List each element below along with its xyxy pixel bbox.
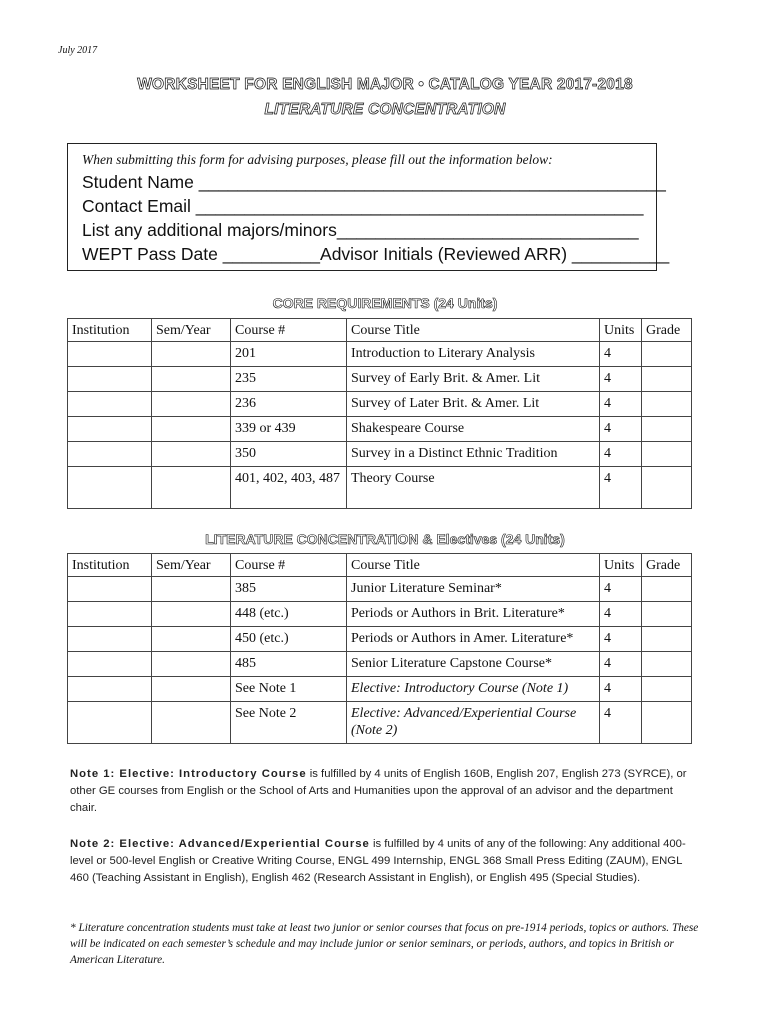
course-title-cell: Periods or Authors in Brit. Literature*	[347, 602, 600, 627]
institution-cell[interactable]	[68, 342, 152, 367]
info-box-instructions: When submitting this form for advising purposes, please fill out the information below:	[82, 152, 553, 167]
wept-advisor-field[interactable]: WEPT Pass Date __________Advisor Initials (Reviewed ARR) __________	[82, 244, 670, 264]
units-cell: 4	[600, 677, 642, 702]
header-course-number: Course #	[231, 319, 347, 342]
institution-cell[interactable]	[68, 442, 152, 467]
table-row	[68, 342, 692, 367]
institution-cell[interactable]	[68, 392, 152, 417]
units-cell: 4	[600, 627, 642, 652]
contact-email-field[interactable]: Contact Email ______________________________________________	[82, 196, 644, 216]
table-header-row	[68, 554, 692, 577]
header-units: Units	[600, 554, 642, 577]
grade-cell[interactable]	[642, 652, 692, 677]
institution-cell[interactable]	[68, 467, 152, 509]
header-grade: Grade	[642, 319, 692, 342]
note-1-label: Note 1: Elective: Introductory Course	[70, 768, 307, 780]
course-title-cell: Senior Literature Capstone Course*	[347, 652, 600, 677]
course-title-cell: Survey of Early Brit. & Amer. Lit	[347, 367, 600, 392]
table-row	[68, 627, 692, 652]
course-number-cell: 450 (etc.)	[231, 627, 347, 652]
note-2	[70, 836, 696, 887]
units-cell: 4	[600, 702, 642, 744]
institution-cell[interactable]	[68, 602, 152, 627]
institution-cell[interactable]	[68, 702, 152, 744]
course-number-cell: 401, 402, 403, 487	[231, 467, 347, 509]
institution-cell[interactable]	[68, 627, 152, 652]
course-number-cell: 235	[231, 367, 347, 392]
sem-year-cell[interactable]	[152, 627, 231, 652]
page-subtitle: LITERATURE CONCENTRATION	[264, 101, 506, 118]
sem-year-cell[interactable]	[152, 677, 231, 702]
table-row	[68, 417, 692, 442]
core-requirements-table	[67, 318, 692, 509]
course-title-cell: Survey in a Distinct Ethnic Tradition	[347, 442, 600, 467]
course-title-cell: Shakespeare Course	[347, 417, 600, 442]
table-row	[68, 442, 692, 467]
core-requirements-heading: CORE REQUIREMENTS (24 Units)	[272, 295, 498, 311]
course-title-cell: Survey of Later Brit. & Amer. Lit	[347, 392, 600, 417]
course-number-cell: 385	[231, 577, 347, 602]
grade-cell[interactable]	[642, 367, 692, 392]
sem-year-cell[interactable]	[152, 702, 231, 744]
course-title-cell: Junior Literature Seminar*	[347, 577, 600, 602]
table-header-row	[68, 319, 692, 342]
header-grade: Grade	[642, 554, 692, 577]
course-number-cell: 485	[231, 652, 347, 677]
course-number-cell: See Note 1	[231, 677, 347, 702]
table-row	[68, 702, 692, 744]
grade-cell[interactable]	[642, 677, 692, 702]
note-1-text: is fulfilled by 4 units of English 160B, English 207, English 273 (SYRCE), or other GE courses from English or the School of Arts and Humanities upon the approval of an advisor and the department chair.	[70, 768, 687, 814]
header-institution: Institution	[68, 319, 152, 342]
grade-cell[interactable]	[642, 467, 692, 509]
course-number-cell: See Note 2	[231, 702, 347, 744]
sem-year-cell[interactable]	[152, 342, 231, 367]
note-2-text: is fulfilled by 4 units of any of the following: Any additional 400-level or 500-level English or Creative Writing Course, ENGL 499 Internship, ENGL 368 Small Press Editing (ZAUM), ENGL 460 (Teaching Assistant in English), English 462 (Research Assistant in English), or English 495 (Special Studies).	[70, 838, 686, 884]
course-number-cell: 448 (etc.)	[231, 602, 347, 627]
header-institution: Institution	[68, 554, 152, 577]
sem-year-cell[interactable]	[152, 652, 231, 677]
units-cell: 4	[600, 577, 642, 602]
grade-cell[interactable]	[642, 627, 692, 652]
units-cell: 4	[600, 342, 642, 367]
course-title-cell: Elective: Introductory Course (Note 1)	[347, 677, 600, 702]
institution-cell[interactable]	[68, 367, 152, 392]
institution-cell[interactable]	[68, 677, 152, 702]
header-course-number: Course #	[231, 554, 347, 577]
grade-cell[interactable]	[642, 417, 692, 442]
table-row	[68, 577, 692, 602]
literature-concentration-heading: LITERATURE CONCENTRATION & Electives (24 Units)	[205, 531, 565, 547]
table-row	[68, 367, 692, 392]
institution-cell[interactable]	[68, 652, 152, 677]
page-title: WORKSHEET FOR ENGLISH MAJOR • CATALOG YEAR 2017-2018	[137, 76, 633, 93]
student-name-field[interactable]: Student Name ________________________________________________	[82, 172, 666, 192]
footnote: * Literature concentration students must take at least two junior or senior courses that focus on pre-1914 periods, topics or authors. These will be indicated on each semester’s schedule and may include junior or senior seminars, or periods, authors, and topics in British or American Literature.	[70, 922, 699, 966]
course-title-cell: Introduction to Literary Analysis	[347, 342, 600, 367]
units-cell: 4	[600, 442, 642, 467]
sem-year-cell[interactable]	[152, 467, 231, 509]
header-sem-year: Sem/Year	[152, 554, 231, 577]
table-row	[68, 677, 692, 702]
additional-majors-minors-field[interactable]: List any additional majors/minors_______________________________	[82, 220, 639, 240]
course-number-cell: 339 or 439	[231, 417, 347, 442]
note-2-label: Note 2: Elective: Advanced/Experiential Course	[70, 838, 370, 850]
student-info-box	[67, 143, 670, 271]
table-row	[68, 652, 692, 677]
units-cell: 4	[600, 652, 642, 677]
course-number-cell: 236	[231, 392, 347, 417]
header-course-title: Course Title	[347, 319, 600, 342]
institution-cell[interactable]	[68, 577, 152, 602]
sem-year-cell[interactable]	[152, 577, 231, 602]
sem-year-cell[interactable]	[152, 367, 231, 392]
units-cell: 4	[600, 367, 642, 392]
literature-concentration-table	[67, 553, 692, 744]
units-cell: 4	[600, 467, 642, 509]
table-row	[68, 392, 692, 417]
table-row	[68, 467, 692, 509]
course-title-cell: Elective: Advanced/Experiential Course (Note 2)	[347, 702, 600, 744]
header-units: Units	[600, 319, 642, 342]
sem-year-cell[interactable]	[152, 417, 231, 442]
header-sem-year: Sem/Year	[152, 319, 231, 342]
course-title-cell: Periods or Authors in Amer. Literature*	[347, 627, 600, 652]
grade-cell[interactable]	[642, 342, 692, 367]
note-1	[70, 766, 696, 817]
grade-cell[interactable]	[642, 392, 692, 417]
units-cell: 4	[600, 602, 642, 627]
units-cell: 4	[600, 392, 642, 417]
course-number-cell: 350	[231, 442, 347, 467]
sem-year-cell[interactable]	[152, 392, 231, 417]
header-course-title: Course Title	[347, 554, 600, 577]
grade-cell[interactable]	[642, 602, 692, 627]
grade-cell[interactable]	[642, 577, 692, 602]
sem-year-cell[interactable]	[152, 442, 231, 467]
course-title-cell: Theory Course	[347, 467, 600, 509]
sem-year-cell[interactable]	[152, 602, 231, 627]
document-date: July 2017	[58, 45, 98, 56]
course-number-cell: 201	[231, 342, 347, 367]
table-row	[68, 602, 692, 627]
institution-cell[interactable]	[68, 417, 152, 442]
grade-cell[interactable]	[642, 442, 692, 467]
units-cell: 4	[600, 417, 642, 442]
grade-cell[interactable]	[642, 702, 692, 744]
